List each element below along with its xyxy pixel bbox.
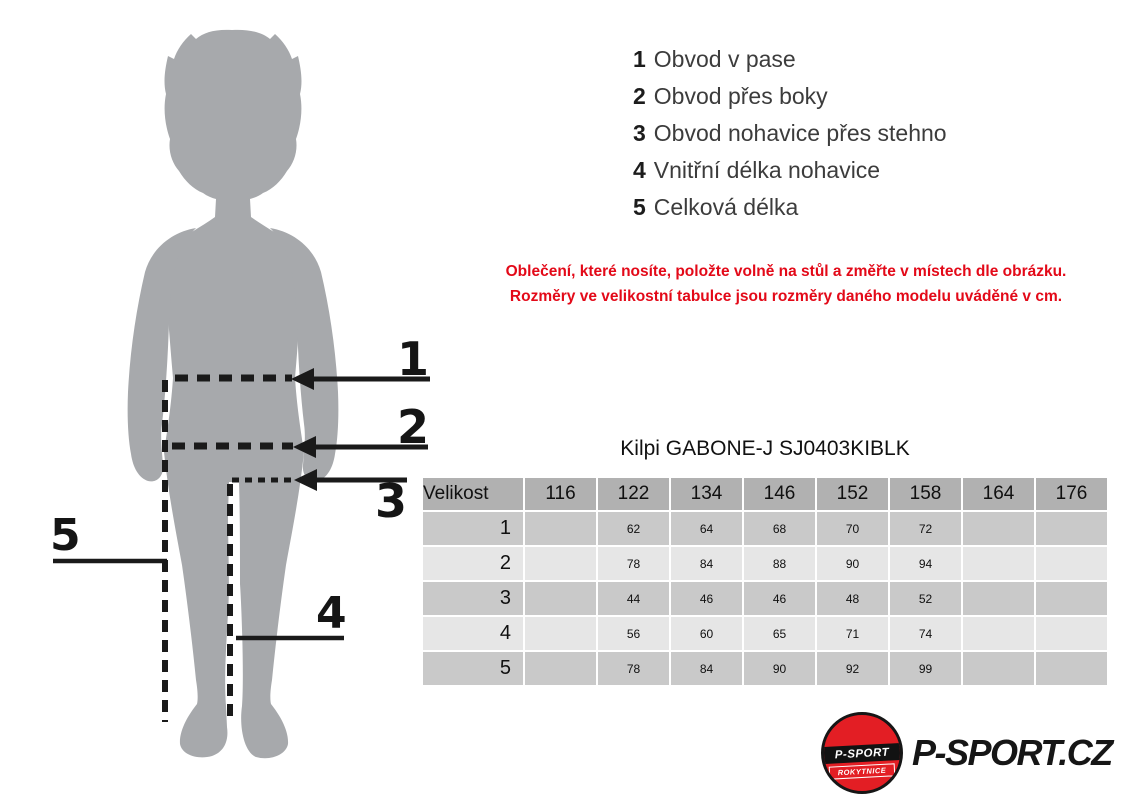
size-cell: [525, 547, 596, 580]
size-cell: [963, 617, 1034, 650]
badge-city-text: ROKYTNICE: [837, 765, 887, 778]
row-label: 4: [423, 617, 523, 650]
legend-label: Celková délka: [653, 194, 799, 220]
badge-brand-text: P-SPORT: [834, 746, 890, 761]
size-cell: [1036, 652, 1107, 685]
table-row-3: [423, 582, 1107, 615]
header-size-label: Velikost: [423, 478, 523, 510]
size-cell: [963, 652, 1034, 685]
size-cell: 88: [744, 547, 815, 580]
legend-label: Vnitřní délka nohavice: [653, 157, 881, 183]
diagram-marker-4: 4: [316, 588, 347, 639]
measurement-note: [446, 259, 1123, 309]
diagram-marker-3: 3: [375, 474, 408, 528]
size-cell: 90: [744, 652, 815, 685]
size-cell: [1036, 617, 1107, 650]
size-cell: 99: [890, 652, 961, 685]
size-cell: [1036, 512, 1107, 545]
row-label: 5: [423, 652, 523, 685]
size-cell: [525, 512, 596, 545]
size-cell: 68: [744, 512, 815, 545]
legend-label: Obvod nohavice přes stehno: [653, 120, 947, 146]
legend-label: Obvod v pase: [653, 46, 796, 72]
size-cell: 46: [671, 582, 742, 615]
size-cell: [1036, 547, 1107, 580]
size-table-header-row: [423, 478, 1107, 510]
size-cell: 60: [671, 617, 742, 650]
size-cell: 71: [817, 617, 888, 650]
note-line-1: Oblečení, které nosíte, položte volně na stůl a změřte v místech dle obrázku.: [505, 263, 1067, 280]
product-title: Kilpi GABONE-J SJ0403KIBLK: [620, 437, 910, 460]
table-row-4: [423, 617, 1107, 650]
size-table: [421, 476, 1109, 687]
psport-wordmark: P-SPORT.CZ: [912, 732, 1112, 773]
size-cell: [525, 582, 596, 615]
size-cell: 84: [671, 547, 742, 580]
size-cell: 44: [598, 582, 669, 615]
row-label: 3: [423, 582, 523, 615]
note-line-2: Rozměry ve velikostní tabulce jsou rozměry daného modelu uváděné v cm.: [509, 288, 1063, 305]
legend-item-4: [633, 152, 947, 189]
size-cell: 62: [598, 512, 669, 545]
size-cell: 56: [598, 617, 669, 650]
body-silhouette: [164, 30, 304, 758]
header-size-158: 158: [890, 478, 961, 510]
measurement-legend: [633, 41, 947, 226]
size-cell: [1036, 582, 1107, 615]
row-label: 1: [423, 512, 523, 545]
header-size-146: 146: [744, 478, 815, 510]
size-cell: 92: [817, 652, 888, 685]
legend-item-1: [633, 41, 947, 78]
table-row-1: [423, 512, 1107, 545]
legend-item-2: [633, 78, 947, 115]
size-cell: 90: [817, 547, 888, 580]
body-measurement-diagram: [0, 0, 460, 794]
size-cell: 94: [890, 547, 961, 580]
diagram-marker-2: 2: [397, 400, 430, 454]
psport-badge-logo: [821, 712, 903, 794]
size-cell: [963, 582, 1034, 615]
header-size-164: 164: [963, 478, 1034, 510]
size-cell: 65: [744, 617, 815, 650]
size-cell: 78: [598, 547, 669, 580]
size-cell: 70: [817, 512, 888, 545]
size-cell: 72: [890, 512, 961, 545]
legend-num: 2: [633, 83, 646, 109]
legend-num: 5: [633, 194, 646, 220]
legend-num: 3: [633, 120, 646, 146]
header-size-176: 176: [1036, 478, 1107, 510]
header-size-134: 134: [671, 478, 742, 510]
size-cell: 64: [671, 512, 742, 545]
legend-item-3: [633, 115, 947, 152]
size-cell: 84: [671, 652, 742, 685]
header-size-152: 152: [817, 478, 888, 510]
size-cell: 52: [890, 582, 961, 615]
legend-label: Obvod přes boky: [653, 83, 828, 109]
header-size-122: 122: [598, 478, 669, 510]
legend-num: 4: [633, 157, 646, 183]
size-cell: [525, 617, 596, 650]
legend-item-5: [633, 189, 947, 226]
row-label: 2: [423, 547, 523, 580]
size-cell: [963, 512, 1034, 545]
badge-sub-band: [829, 763, 896, 779]
size-cell: 48: [817, 582, 888, 615]
size-cell: [963, 547, 1034, 580]
size-cell: 46: [744, 582, 815, 615]
diagram-marker-5: 5: [50, 510, 81, 561]
badge-band: [821, 743, 903, 765]
diagram-marker-1: 1: [397, 332, 430, 386]
size-cell: 74: [890, 617, 961, 650]
size-cell: 78: [598, 652, 669, 685]
header-size-116: 116: [525, 478, 596, 510]
table-row-2: [423, 547, 1107, 580]
size-cell: [525, 652, 596, 685]
table-row-5: [423, 652, 1107, 685]
legend-num: 1: [633, 46, 646, 72]
